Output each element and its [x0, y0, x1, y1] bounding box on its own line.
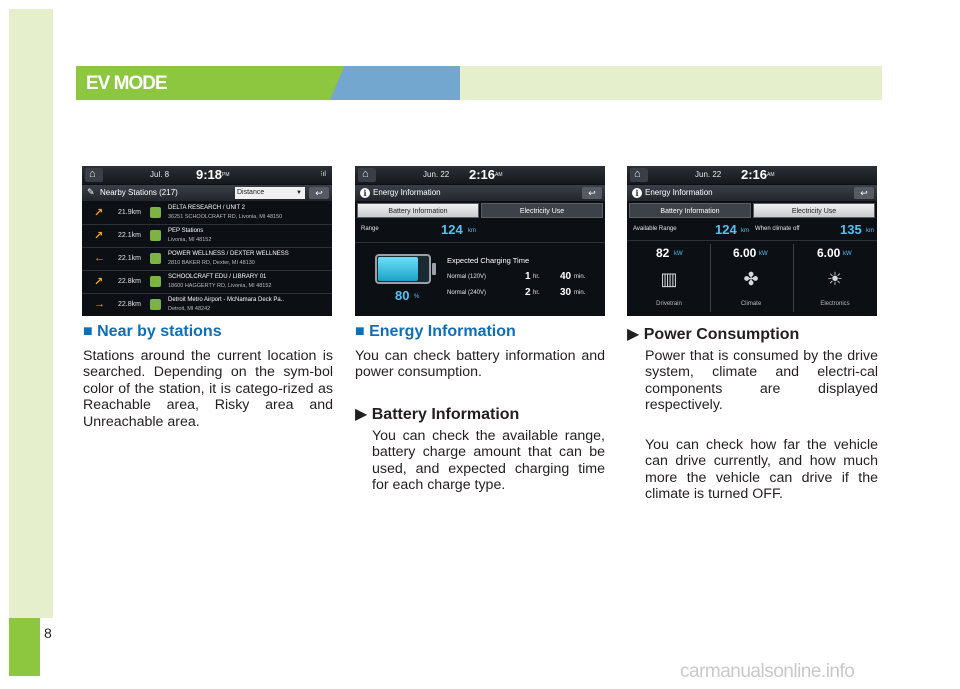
station-address: 36251 SCHOOLCRAFT RD, Livonia, MI 48150 — [168, 214, 283, 220]
tab-electricity-use[interactable]: Electricity Use — [753, 203, 875, 218]
screen-title-bar — [355, 185, 605, 201]
tab-battery-information[interactable]: Battery Information — [357, 203, 479, 218]
direction-arrow-icon: ↗ — [94, 230, 104, 242]
electronics-label: Electronics — [820, 301, 850, 307]
electronics-value: 6.00 — [817, 246, 841, 260]
station-row[interactable] — [82, 271, 332, 294]
climate-off-value: 135 — [840, 222, 862, 237]
climate-off-label: When climate off — [755, 226, 800, 232]
station-row[interactable] — [82, 248, 332, 271]
charging-time-title: Expected Charging Time — [447, 256, 530, 265]
home-button[interactable] — [358, 168, 376, 182]
climate-value: 6.00 — [733, 246, 757, 260]
climate-off-unit: km — [866, 228, 874, 234]
divider — [627, 240, 877, 241]
station-distance: 22.1km — [118, 255, 141, 262]
date-label: Jun. 22 — [423, 170, 450, 179]
signal-icon: ⁝ıl — [320, 171, 326, 178]
charging-status-icon — [150, 276, 161, 287]
home-icon: ⌂ — [634, 168, 641, 180]
info-icon: i — [360, 188, 370, 198]
charge-type-label: Normal (120V) — [447, 274, 487, 280]
charge-hours: 1 — [525, 271, 531, 282]
charging-status-icon — [150, 299, 161, 310]
tab-bar — [627, 202, 877, 219]
charge-type-label: Normal (240V) — [447, 290, 487, 296]
climate-label: Climate — [740, 301, 762, 307]
date-label: Jul. 8 — [150, 170, 170, 179]
home-button[interactable] — [630, 168, 648, 182]
near-by-stations-body: Stations around the current location is searched. Depending on the sym-bol color of the station, it is catego-rized as Reachable area, Risky area and Unreachable area. — [83, 348, 333, 430]
drivetrain-unit: kW — [674, 251, 683, 257]
clock-time: 2:16 — [741, 167, 768, 182]
station-distance: 21.9km — [118, 209, 141, 216]
charge-minutes: 30 — [560, 287, 572, 298]
clock-ampm: AM — [495, 172, 503, 178]
direction-arrow-icon: ↗ — [94, 207, 104, 219]
charge-minutes-unit: min. — [574, 274, 586, 280]
battery-information-screen — [355, 166, 605, 316]
station-row[interactable] — [82, 225, 332, 248]
charge-hours-unit: hr. — [533, 290, 540, 296]
station-row[interactable] — [82, 202, 332, 225]
clock-time: 2:16 — [469, 167, 496, 182]
available-range-unit: km — [741, 228, 749, 234]
screen-title-bar — [627, 185, 877, 201]
climate-unit: kW — [759, 251, 768, 257]
power-consumption-body-2: You can check how far the vehicle can drive currently, and how much more the vehicle can drive if the climate is turned OFF. — [645, 437, 878, 503]
charge-hours-unit: hr. — [533, 274, 540, 280]
battery-fill — [378, 257, 418, 281]
chevron-down-icon: ▼ — [296, 190, 302, 196]
charge-minutes-unit: min. — [574, 290, 586, 296]
station-name: DELTA RESEARCH / UNIT 2 — [168, 205, 246, 211]
date-label: Jun. 22 — [695, 170, 722, 179]
status-bar — [627, 166, 877, 184]
drivetrain-icon: ▥ — [660, 269, 678, 289]
station-address: 2810 BAKER RD, Dexter, MI 48130 — [168, 260, 255, 266]
battery-percent-unit: % — [414, 294, 420, 300]
clock-time: 9:18 — [196, 167, 223, 182]
charge-hours: 2 — [525, 287, 531, 298]
electronics-unit: kW — [843, 251, 852, 257]
available-range-value: 124 — [715, 222, 737, 237]
direction-arrow-icon: ↗ — [94, 276, 104, 288]
screen-title: Energy Information — [373, 188, 441, 197]
sort-dropdown[interactable] — [235, 187, 305, 199]
direction-arrow-icon: → — [94, 298, 105, 310]
section-header-band — [76, 66, 882, 100]
left-margin-strip — [9, 9, 53, 618]
energy-information-body: You can check battery information and power consumption. — [355, 348, 605, 381]
battery-percent: 80 — [395, 288, 410, 303]
range-label: Range — [361, 226, 379, 232]
clock-ampm: AM — [767, 172, 775, 178]
home-button[interactable] — [85, 168, 103, 182]
sort-dropdown-value: Distance — [237, 189, 265, 196]
back-icon: ↩ — [588, 188, 596, 198]
column-divider — [793, 244, 794, 312]
home-icon: ⌂ — [362, 168, 369, 180]
tab-battery-information[interactable]: Battery Information — [629, 203, 751, 218]
battery-gauge — [375, 254, 431, 284]
tab-electricity-use[interactable]: Electricity Use — [481, 203, 603, 218]
back-button[interactable] — [309, 187, 329, 199]
charging-status-icon — [150, 207, 161, 218]
charging-station-icon: ✎ — [87, 187, 95, 197]
tab-bar — [355, 202, 605, 219]
home-icon: ⌂ — [89, 168, 96, 180]
back-button[interactable] — [582, 187, 602, 199]
light-icon: ☀ — [826, 269, 844, 289]
drivetrain-label: Drivetrain — [656, 301, 682, 307]
station-name: POWER WELLNESS / DEXTER WELLNESS — [168, 251, 289, 257]
screen-title: Nearby Stations (217) — [100, 188, 178, 197]
screen-title-bar — [82, 185, 332, 201]
direction-arrow-icon: ← — [94, 252, 105, 264]
back-icon: ↩ — [315, 188, 323, 198]
energy-information-heading: ■ Energy Information — [355, 323, 516, 340]
charging-status-icon — [150, 230, 161, 241]
fan-icon: ✤ — [743, 269, 759, 289]
clock-ampm: PM — [222, 172, 230, 178]
column-divider — [710, 244, 711, 312]
divider — [355, 242, 605, 243]
available-range-label: Available Range — [633, 226, 677, 232]
drivetrain-value: 82 — [656, 246, 670, 260]
power-consumption-body-1: Power that is consumed by the drive system, climate and electri-cal components are displayed respectively. — [645, 348, 878, 414]
station-address: 18600 HAGGERTY RD, Livonia, MI 48152 — [168, 283, 272, 289]
station-address: Livonia, MI 48152 — [168, 237, 212, 243]
station-distance: 22.8km — [118, 301, 141, 308]
battery-information-heading: ▶ Battery Information — [355, 406, 520, 423]
station-name: PEP Stations — [168, 228, 204, 234]
power-consumption-heading: ▶ Power Consumption — [627, 326, 800, 343]
station-name: SCHOOLCRAFT EDU / LIBRARY 01 — [168, 274, 267, 280]
screen-title: Energy Information — [645, 188, 713, 197]
status-bar — [82, 166, 332, 184]
status-bar — [355, 166, 605, 184]
range-unit: km — [468, 228, 476, 234]
nearby-stations-screen — [82, 166, 332, 316]
left-margin-tab — [9, 618, 40, 676]
station-row[interactable] — [82, 294, 332, 316]
back-icon: ↩ — [860, 188, 868, 198]
station-distance: 22.1km — [118, 232, 141, 239]
back-button[interactable] — [854, 187, 874, 199]
section-title: EV MODE — [86, 73, 167, 94]
charging-status-icon — [150, 253, 161, 264]
near-by-stations-heading: ■ Near by stations — [83, 323, 222, 340]
power-consumption-screen — [627, 166, 877, 316]
range-value: 124 — [441, 222, 463, 237]
charge-minutes: 40 — [560, 271, 572, 282]
info-icon: i — [632, 188, 642, 198]
header-blue-block — [330, 66, 460, 100]
page-number: 8 — [44, 625, 52, 641]
battery-tip — [432, 263, 436, 275]
header-light-block — [460, 66, 882, 100]
station-address: Detroit, MI 48242 — [168, 306, 211, 312]
watermark: carmanualsonline.info — [680, 661, 855, 682]
station-name: Detroit Metro Airport - McNamara Deck Pa.. — [168, 297, 285, 303]
battery-information-body: You can check the available range, battery charge amount that can be used, and expected charging time for each charge type. — [372, 428, 605, 494]
station-distance: 22.8km — [118, 278, 141, 285]
